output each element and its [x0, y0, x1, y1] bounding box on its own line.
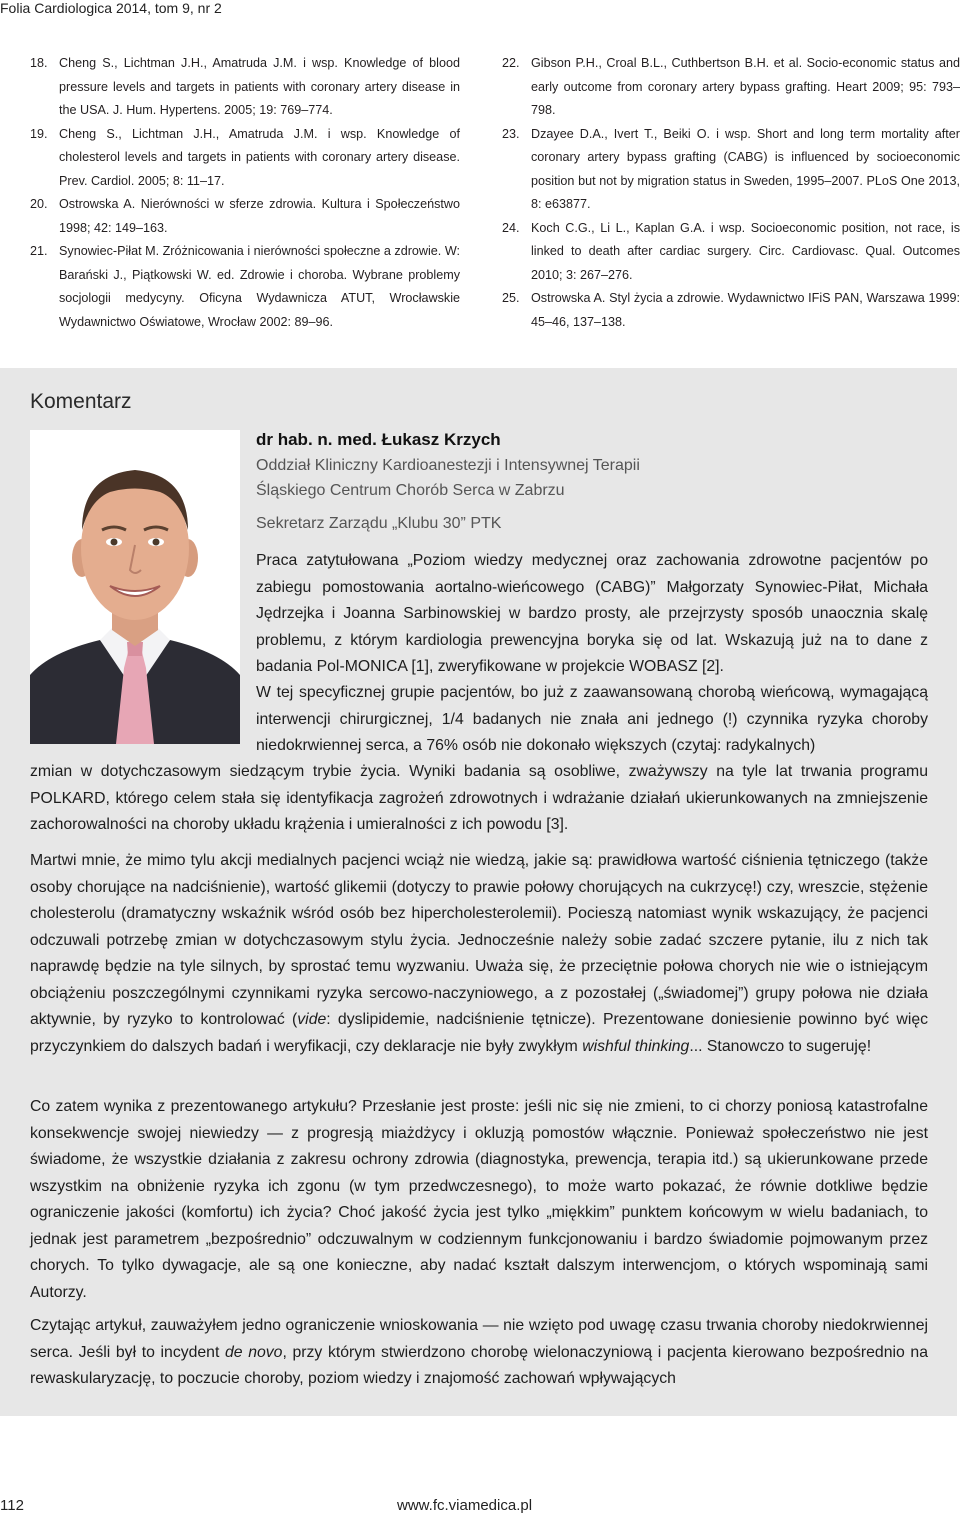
reference-number: 24. — [502, 220, 520, 235]
journal-url[interactable]: www.fc.viamedica.pl — [397, 1497, 533, 1514]
comment-paragraph-1: Praca zatytułowana „Poziom wiedzy medycznej oraz zachowania zdrowotne pacjentów po zabiegu pomostowania aortalno-wieńcowego (CABG)” Małgorzaty Synowiec-Piłat, Michała Jędrzejka i Joanna Sarbinowskiej w bardzo prosty, ale przejrzysty sposób unaocznia skalę problemu, z którym kardiologia prewencyjna boryka się od lat. Wskazują już na to dane z badania Pol-MONICA [1], zweryfikowane w projekcie WOBASZ [2]. — [256, 552, 928, 675]
references-left-column — [30, 52, 460, 334]
reference-text: Ostrowska A. Styl życia a zdrowie. Wydawnictwo IFiS PAN, Warszawa 1999: 45–46, 137–138. — [531, 291, 960, 329]
reference-text: Synowiec-Piłat M. Zróżnicowania i nierówności społeczne a zdrowie. W: Barański J., Piątkowski W. ed. Zdrowie i choroba. Wybrane problemy socjologii medycyny. Oficyna Wydawnicza ATUT, Wrocławskie Wydawnictwo Oświatowe, Wrocław 2002: 89–96. — [59, 244, 460, 329]
reference-text: Dzayee D.A., Ivert T., Beiki O. i wsp. Short and long term mortality after coronary artery bypass grafting (CABG) is influenced by socioeconomic position but not by migration status in Sweden, 1995–2007. PLoS One 2013, 8: e63877. — [531, 126, 960, 211]
reference-item — [30, 240, 460, 334]
p3-part-b: : dyslipidemie, nadciśnienie tętnicze). Prezentowane doniesienie powinno być więc przyczynkiem do dalszych badań i weryfikacji, czy deklaracje nie były zwykłym — [30, 1011, 929, 1055]
reference-number: 18. — [30, 56, 48, 70]
p5-de-novo: de novo — [225, 1343, 283, 1361]
reference-number: 23. — [502, 126, 520, 141]
p3-wishful-thinking: wishful thinking — [582, 1037, 690, 1055]
p3-vide: vide — [297, 1011, 327, 1028]
running-head: Folia Cardiologica 2014, tom 9, nr 2 — [0, 0, 222, 16]
author-name: dr hab. n. med. Łukasz Krzych — [256, 430, 501, 449]
comment-box — [0, 368, 957, 1416]
reference-item — [502, 217, 960, 288]
comment-paragraph-2-continued: zmian w dotychczasowym siedzącym trybie życia. Wyniki badania są osobliwe, zważywszy na tyle lat trwania programu POLKARD, którego celem stała się identyfikacja zagrożeń zdrowotnych i wdrażanie działań ukierunkowanych na zmniejszenie zachorowalności na choroby układu krążenia i umieralności z ich powodu [3]. — [30, 763, 928, 833]
comment-paragraph-5 — [30, 1313, 928, 1393]
reference-item — [30, 52, 460, 123]
p5-part-b: , przy którym stwierdzono chorobę wielonaczyniową i pacjenta kierowano bezpośrednio na rewaskularyzację, to poczucie choroby, poziom wiedzy i znajomość zachowań wpływających — [30, 1343, 928, 1387]
reference-item — [502, 287, 960, 334]
p3-part-a: Martwi mnie, że mimo tylu akcji medialnych pacjenci wciąż nie wiedzą, jakie są: prawidłowa wartość ciśnienia tętniczego (także osoby chorujące na nadciśnienie), wartość glikemii (dotyczy to prawie połowy chorujących na cukrzycę!) czy, wreszcie, stężenie cholesterolu (dramatyczny wskaźnik wśród osób bez hipercholesterolemii). Pocieszą natomiast wynik wskazujący, że pacjenci odczuwali potrzebę zmian w dotychczasowym stylu życia. Jednocześnie należy sobie zadać szczere pytanie, ilu z nich tak naprawdę będzie na tyle silnych, by sprostać temu wyzwaniu. Uważa się, że przeciętnie połowa chorych nie wie o istniejącym obciążeniu poszczególnymi czynnikami ryzyka sercowo-naczyniowego, a z pozostałej („świadomej”) grupy połowa nie działa aktywnie, by ryzyko to kontrolować ( — [30, 852, 928, 1028]
author-affiliation-line-1: Oddział Kliniczny Kardioanestezji i Intensywnej Terapii — [256, 457, 640, 474]
p3-part-c: ... Stanowczo to sugeruję! — [689, 1037, 872, 1055]
reference-number: 19. — [30, 126, 48, 141]
page-number: 112 — [0, 1497, 24, 1514]
p5-part-a: Czytając artykuł, zauważyłem jedno ograniczenie wnioskowania — nie wzięto pod uwagę czasu trwania choroby niedokrwiennej serca. Jeśli był to incydent — [30, 1317, 928, 1361]
reference-text: Cheng S., Lichtman J.H., Amatruda J.M. i wsp. Knowledge of cholesterol levels and targets in patients with coronary artery disease. Prev. Cardiol. 2005; 8: 11–17. — [59, 126, 460, 188]
reference-text: Koch C.G., Li L., Kaplan G.A. i wsp. Socioeconomic position, not race, is linked to death after cardiac surgery. Circ. Cardiovasc. Qual. Outcomes 2010; 3: 267–276. — [531, 220, 960, 282]
reference-number: 25. — [502, 291, 520, 305]
reference-text: Gibson P.H., Croal B.L., Cuthbertson B.H. et al. Socio-economic status and early outcome from coronary artery bypass grafting. Heart 2009; 95: 793–798. — [531, 56, 960, 117]
reference-number: 22. — [502, 56, 520, 70]
author-role: Sekretarz Zarządu „Klubu 30” PTK — [256, 515, 502, 532]
comment-paragraph-3 — [30, 848, 928, 1060]
reference-item — [502, 52, 960, 123]
author-photo — [30, 430, 240, 744]
comment-paragraph-2-indented: W tej specyficznej grupie pacjentów, bo już z zaawansowaną chorobą wieńcową, wymagającą interwencji chirurgicznej, 1/4 badanych nie znała ani jednego (!) czynnika ryzyka choroby niedokrwiennej serca, a 76% osób nie dokonało większych (czytaj: radykalnych) — [256, 684, 928, 754]
reference-number: 20. — [30, 197, 48, 211]
reference-number: 21. — [30, 244, 48, 258]
author-portrait-image — [30, 430, 240, 744]
reference-item — [30, 123, 460, 194]
author-affiliation-line-2: Śląskiego Centrum Chorób Serca w Zabrzu — [256, 482, 565, 499]
references-right-column — [502, 52, 960, 334]
reference-item — [30, 193, 460, 240]
reference-text: Cheng S., Lichtman J.H., Amatruda J.M. i wsp. Knowledge of blood pressure levels and targets in patients with coronary artery disease in the USA. J. Hum. Hypertens. 2005; 19: 769–774. — [59, 56, 460, 117]
reference-text: Ostrowska A. Nierówności w sferze zdrowia. Kultura i Społeczeństwo 1998; 42: 149–163. — [59, 197, 460, 235]
author-block — [256, 426, 936, 536]
comment-title: Komentarz — [30, 390, 132, 413]
comment-paragraph-4: Co zatem wynika z prezentowanego artykułu? Przesłanie jest proste: jeśli nic się nie zmieni, to ci chorzy poniosą katastrofalne konsekwencje swojej niewiedzy — z progresją miażdżycy i okluzją pomostów włącznie. Ponieważ społeczeństwo nie jest świadome, że wszystkie działania z zakresu ochrony zdrowia (diagnostyka, prewencja, terapia itd.) są ukierunkowane przede wszystkim na obniżenie ryzyka ich zgonu (w tym przedwczesnego), to może warto pokazać, że równie dotkliwe będzie ograniczenie jakości (komfortu) ich życia? Choć jakość życia jest tylko „miękkim” punktem końcowym w wielu badaniach, to jednak jest parametrem „bezpośrednio” odczuwalnym w codziennym funkcjonowaniu i bardzo świadomie pojmowanym przez chorych. To tylko dywagacje, ale są one konieczne, aby nadać kształt dalszym interwencjom, o których wspominają sami Autorzy. — [30, 1098, 928, 1301]
reference-item — [502, 123, 960, 217]
